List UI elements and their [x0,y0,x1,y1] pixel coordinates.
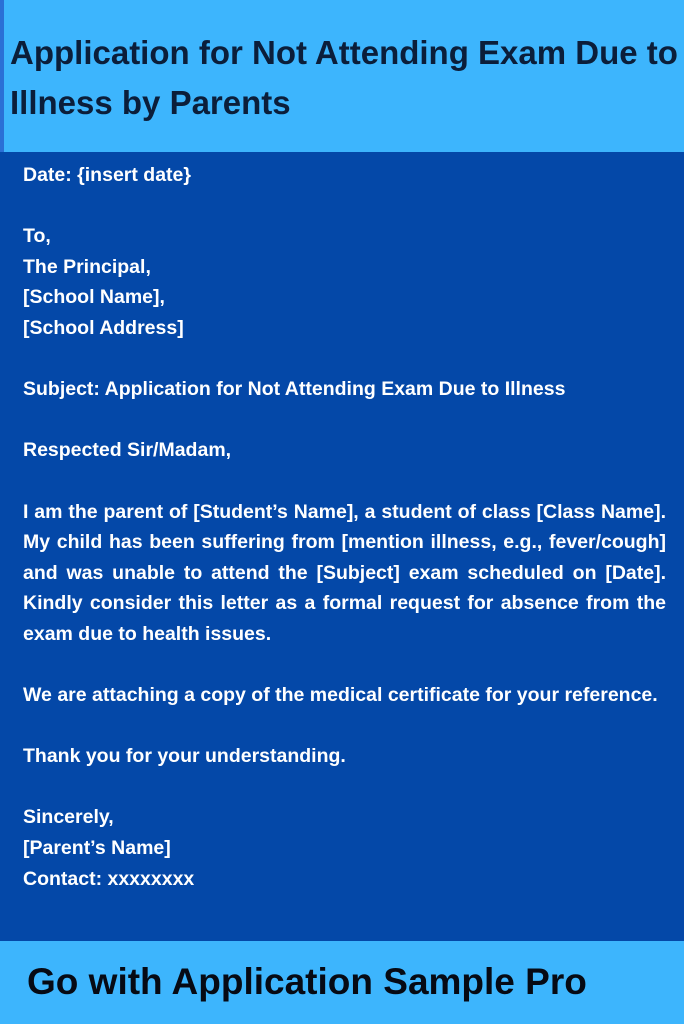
page-title: Application for Not Attending Exam Due to Illness by Parents [10,34,678,121]
closing-block [23,802,666,894]
letter-paragraph: I am the parent of [Student’s Name], a student of class [Class Name]. My child has been suffering from [mention illness, e.g., fever/cough] and was unable to attend the [Subject] exam scheduled on [Date]. Kindly consider this letter as a formal request for absence from the exam due to health issues. [23,500,666,645]
recipient-line: The Principal, [23,255,151,278]
letter-subject: Subject: Application for Not Attending Exam Due to Illness [23,378,566,401]
closing-line: [Parent’s Name] [23,837,171,860]
closing-line: Sincerely, [23,806,114,829]
letter-body [23,160,666,894]
letter-thanks: Thank you for your understanding. [23,745,346,768]
footer-tagline: Go with Application Sample Pro [27,961,587,1002]
letter-salutation: Respected Sir/Madam, [23,439,232,462]
letter-date: Date: {insert date} [23,164,191,186]
header-banner [0,0,684,152]
recipient-line: [School Name], [23,286,165,309]
recipient-line: [School Address] [23,316,184,339]
letter-paragraph: We are attaching a copy of the medical certificate for your reference. [23,684,658,707]
recipient-block [23,221,666,343]
footer-banner [0,941,684,1024]
closing-line: Contact: xxxxxxxx [23,867,195,890]
recipient-line: To, [23,225,51,248]
